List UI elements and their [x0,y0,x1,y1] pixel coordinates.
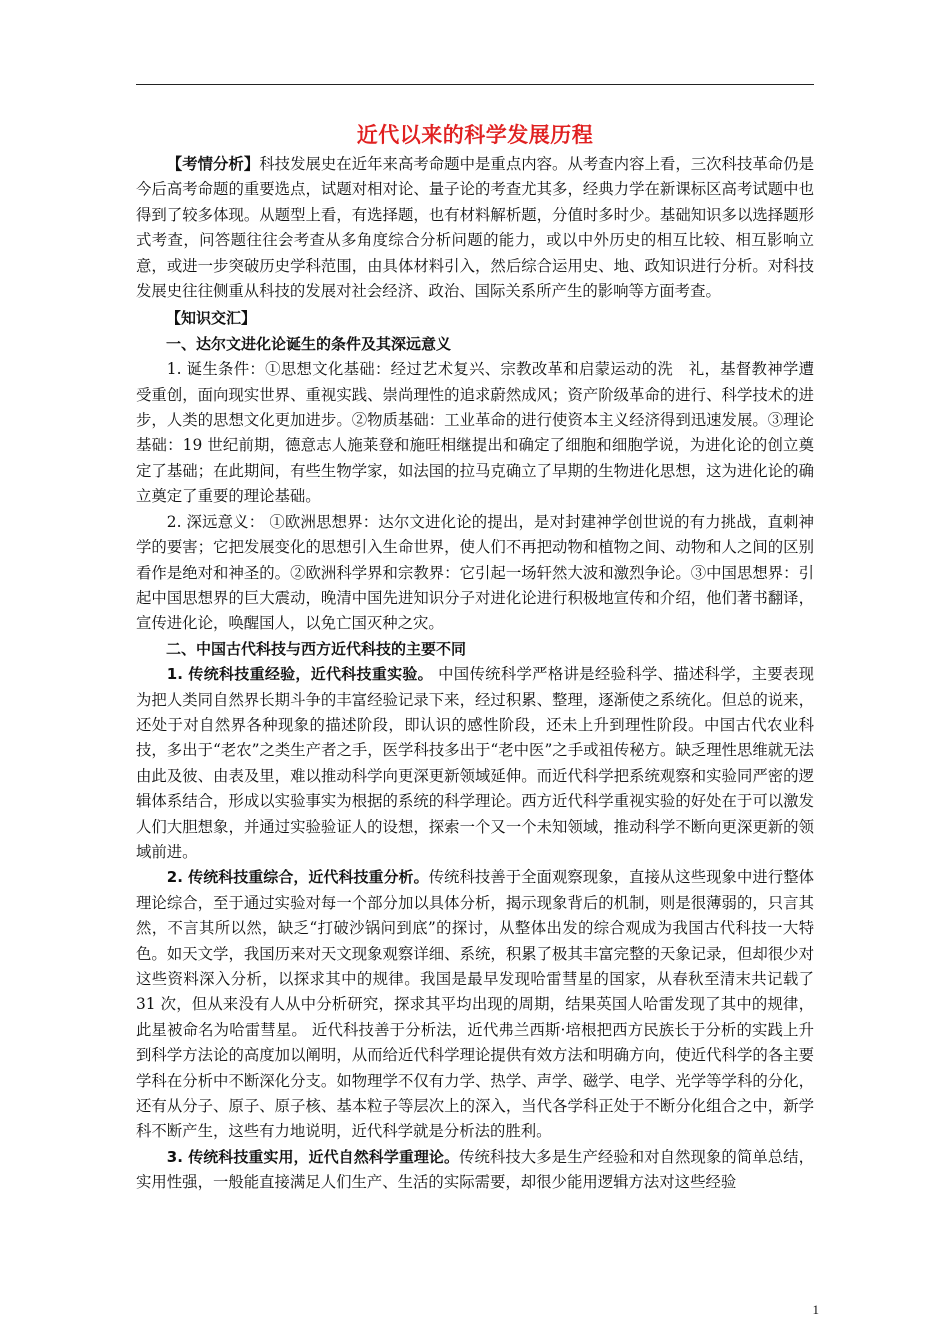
page-number: 1 [812,1302,819,1317]
intro-tag: 【考情分析】 [166,155,260,173]
section1-paragraph-2: 2. 深远意义： ①欧洲思想界：达尔文进化论的提出，是对封建神学创世说的有力挑战，直刺神学的要害；它把发展变化的思想引入生命世界，使人们不再把动物和植物之间、动物和人之间的区别看作是绝对和神圣的。②欧洲科学界和宗教界：它引起一场轩然大波和激烈争论。③中国思想界：引起中国思想界的巨大震动，晚清中国先进知识分子对进化论进行积极地宣传和介绍，他们著书翻译，宣传进化论，唤醒国人，以免亡国灭种之灾。 [136,512,814,633]
intro-text: 科技发展史在近年来高考命题中是重点内容。从考查内容上看，三次科技革命仍是今后高考命题的重要选点，试题对相对论、量子论的考查尤其多，经典力学在新课标区高考试题中也得到了较多体现。从题型上看，有选择题，也有材料解析题，分值时多时少。基础知识多以选择题形式考查，问答题往往会考查从多角度综合分析问题的能力，或以中外历史的相互比较、相互影响立意，或进一步突破历史学科范围，由具体材料引入，然后综合运用史、地、政知识进行分析。对科技发展史往往侧重从科技的发展对社会经济、政治、国际关系所产生的影响等方面考查。 [136,155,814,301]
header-rule [136,84,814,85]
section2-item-1-lead: 1. 传统科技重经验，近代科技重实验。 [166,665,433,684]
section2-heading: 二、中国古代科技与西方近代科技的主要不同 [166,639,467,658]
section2-item-3-lead: 3. 传统科技重实用，近代自然科学重理论。 [166,1147,460,1166]
document-body [136,118,814,1196]
knowledge-heading: 【知识交汇】 [166,309,257,328]
document-title: 近代以来的科学发展历程 [356,123,594,147]
section2-item-1 [136,662,814,865]
section2-item-2 [136,865,814,1144]
section2-item-3 [136,1145,814,1196]
section1-paragraph-1: 1. 诞生条件：①思想文化基础：经过艺术复兴、宗教改革和启蒙运动的洗 礼，基督教神学遭受重创，面向现实世界、重视实践、崇尚理性的追求蔚然成风；资产阶级革命的进行、科学技术的进步，人类的思想文化更加进步。②物质基础：工业革命的进行使资本主义经济得到迅速发展。③理论基础：19 世纪前期，德意志人施莱登和施旺相继提出和确定了细胞和细胞学说，为进化论的创立奠定了基础；在此期间，有些生物学家，如法国的拉马克确立了早期的生物进化思想，这为进化论的确立奠定了重要的理论基础。 [136,360,814,506]
section2-item-1-text: 中国传统科学严格讲是经验科学、描述科学，主要表现为把人类同自然界长期斗争的丰富经验记录下来，经过积累、整理，逐渐使之系统化。但总的说来，还处于对自然界各种现象的描述阶段，即认识的感性阶段，还未上升到理性阶段。中国古代农业科技，多出于“老农”之类生产者之手，医学科技多出于“老中医”之手或祖传秘方。缺乏理性思维就无法由此及彼、由表及里，难以推动科学向更深更新领域延伸。而近代科学把系统观察和实验同严密的逻辑体系结合，形成以实验事实为根据的系统的科学理论。西方近代科学重视实验的好处在于可以激发人们大胆想象，并通过实验验证人的设想，探索一个又一个未知领域，推动科学不断向更深更新的领域前进。 [136,665,814,861]
section2-item-2-lead: 2. 传统科技重综合，近代科技重分析。 [166,868,429,887]
section2-item-2-text: 传统科技善于全面观察现象，直接从这些现象中进行整体理论综合，至于通过实验对每一个部分加以具体分析，揭示现象背后的机制，则是很薄弱的，只言其然，不言其所以然，缺乏“打破沙锅问到底”的探讨，从整体出发的综合观成为我国古代科技一大特色。如天文学，我国历来对天文现象观察详细、系统，积累了极其丰富完整的天象记录，但却很少对这些资料深入分析，以探求其中的规律。我国是最早发现哈雷彗星的国家，从春秋至清末共记载了 31 次，但从来没有人从中分析研究，探求其平均出现的周期，结果英国人哈雷发现了其中的规律，此星被命名为哈雷彗星。 近代科技善于分析法，近代弗兰西斯·培根把西方民族长于分析的实践上升到科学方法论的高度加以阐明，从而给近代科学理论提供有效方法和明确方向，使近代科学的各主要学科在分析中不断深化分支。如物理学不仅有力学、热学、声学、磁学、电学、光学等学科的分化，还有从分子、原子、原子核、基本粒子等层次上的深入，当代各学科正处于不断分化组合之中，新学科不断产生，这些有力地说明，近代科学就是分析法的胜利。 [136,868,814,1141]
section2-item-3-text: 传统科技大多是生产经验和对自然现象的简单总结，实用性强，一般能直接满足人们生产、生活的实际需要，却很少能用逻辑方法对这些经验 [136,1147,814,1192]
intro-paragraph [136,152,814,304]
section1-heading: 一、达尔文进化论诞生的条件及其深远意义 [166,334,452,353]
